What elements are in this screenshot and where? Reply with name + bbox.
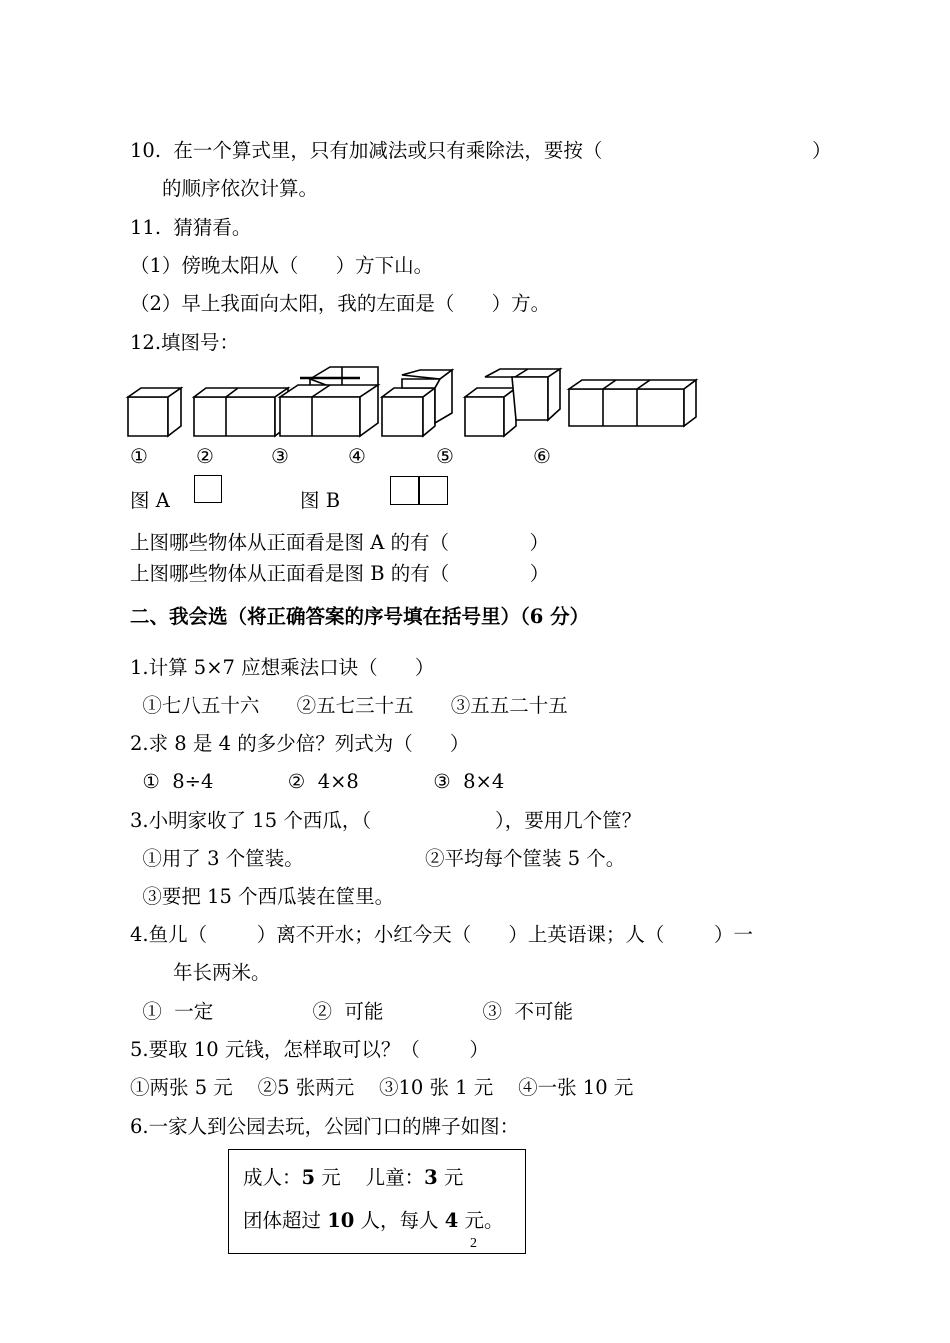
choice3-question: 3.小明家收了 15 个西瓜，（ ），要用几个筐？ [130, 809, 642, 832]
q10-line1: 10. 在一个算式里，只有加减法或只有乘除法，要按（ [130, 139, 603, 162]
group-price: 4 [444, 1209, 459, 1232]
choice4-options: ① 一定 ② 可能 ③ 不可能 [130, 1000, 573, 1023]
choice6-question: 6.一家人到公园去玩，公园门口的牌子如图： [130, 1115, 520, 1138]
sign-line-2 [243, 1208, 504, 1234]
choice1-options: ①七八五十六 ②五七三十五 ③五五二十五 [130, 694, 568, 717]
choice3-option3: ③要把 15 个西瓜装在筐里。 [130, 885, 395, 908]
q10-close-paren: ） [812, 139, 832, 162]
choice4-question: 4.鱼儿（ ）离不开水；小红今天（ ）上英语课；人（ ）一 [130, 923, 753, 946]
figure-label-2: ② [196, 444, 214, 468]
child-label: 元 儿童： [315, 1166, 425, 1189]
choice5-question: 5.要取 10 元钱，怎样取可以？（ ） [130, 1038, 489, 1061]
figure-label-4: ④ [348, 444, 366, 468]
park-price-sign [228, 1149, 526, 1254]
choice2-question: 2.求 8 是 4 的多少倍？列式为（ ） [130, 732, 470, 755]
cube-figure-3 [280, 367, 378, 436]
figure-label-3: ③ [271, 444, 289, 468]
choice3-option1: ①用了 3 个筐装。 [130, 847, 304, 870]
cube-figure-5 [465, 369, 560, 436]
q10-line2: 的顺序依次计算。 [162, 177, 319, 200]
q12-title: 12.填图号： [130, 331, 240, 354]
cube-figures [120, 365, 700, 445]
sign-line-1 [243, 1165, 463, 1191]
cube-figure-6 [569, 380, 696, 426]
figure-a-label: 图 A [130, 489, 170, 512]
choice1-question: 1.计算 5×7 应想乘法口诀（ ） [130, 656, 435, 679]
page-number: 2 [470, 1236, 477, 1251]
adult-price: 5 [301, 1166, 316, 1189]
choice3-option2: ②平均每个筐装 5 个。 [425, 847, 626, 870]
q11-part2: （2）早上我面向太阳，我的左面是（ ）方。 [130, 292, 551, 315]
figure-label-5: ⑤ [436, 444, 454, 468]
figure-a-square [194, 475, 222, 503]
yuan-unit-2: 元。 [458, 1209, 504, 1232]
section2-heading: 二、我会选（将正确答案的序号填在括号里）（6 分） [130, 605, 590, 628]
q12-ask-b: 上图哪些物体从正面看是图 B 的有（ ） [130, 562, 550, 585]
choice4-question-cont: 年长两米。 [173, 961, 271, 984]
group-mid: 人，每人 [354, 1209, 445, 1232]
figure-b-right-square [418, 476, 448, 505]
child-price: 3 [424, 1166, 438, 1189]
q11-title: 11. 猜猜看。 [130, 216, 252, 239]
cube-figure-1 [128, 388, 181, 436]
figure-b-left-square [390, 476, 420, 505]
cube-figure-2 [194, 388, 288, 436]
group-label: 团体超过 [243, 1209, 328, 1232]
figure-label-1: ① [130, 444, 148, 468]
q12-ask-a: 上图哪些物体从正面看是图 A 的有（ ） [130, 531, 550, 554]
figure-b-label: 图 B [300, 489, 341, 512]
figure-label-6: ⑥ [533, 444, 551, 468]
group-size: 10 [327, 1209, 355, 1232]
adult-label: 成人： [243, 1166, 302, 1189]
yuan-unit: 元 [437, 1166, 464, 1189]
q11-part1: （1）傍晚太阳从（ ）方下山。 [130, 254, 434, 277]
choice2-options: ① 8÷4 ② 4×8 ③ 8×4 [130, 770, 505, 793]
cube-figure-4 [382, 370, 452, 436]
choice5-options: ①两张 5 元 ②5 张两元 ③10 张 1 元 ④一张 10 元 [130, 1076, 634, 1099]
